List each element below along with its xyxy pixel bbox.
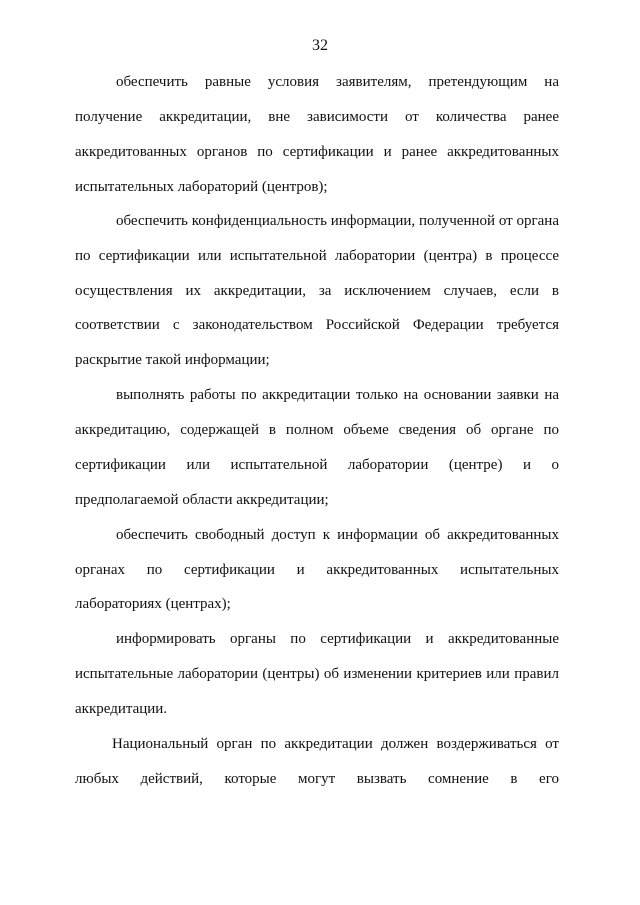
text-line: любых действий, которые могут вызвать сомнение в его xyxy=(75,771,559,787)
text-line: информировать органы по сертификации и аккредитованные xyxy=(116,631,559,647)
text-line: обеспечить равные условия заявителям, претендующим на xyxy=(116,74,559,90)
text-line: аккредитации. xyxy=(75,701,168,717)
text-line: раскрытие такой информации; xyxy=(75,352,270,368)
page-number: 32 xyxy=(312,37,328,54)
text-line: аккредитованных органов по сертификации и ранее аккредитованных xyxy=(75,144,559,160)
text-line: соответствии с законодательством Российской Федерации требуется xyxy=(75,317,559,333)
text-line: испытательных лабораторий (центров); xyxy=(75,179,328,195)
text-line: выполнять работы по аккредитации только на основании заявки на xyxy=(116,387,559,403)
text-line: обеспечить свободный доступ к информации об аккредитованных xyxy=(116,527,559,543)
text-line: предполагаемой области аккредитации; xyxy=(75,492,329,508)
text-line: испытательные лаборатории (центры) об изменении критериев или правил xyxy=(75,666,559,682)
text-line: аккредитацию, содержащей в полном объеме сведения об органе по xyxy=(75,422,559,438)
text-line: сертификации или испытательной лаборатории (центре) и о xyxy=(75,457,559,473)
text-line: обеспечить конфиденциальность информации, полученной от органа xyxy=(116,213,559,229)
text-line: органах по сертификации и аккредитованных испытательных xyxy=(75,562,559,578)
text-line: получение аккредитации, вне зависимости от количества ранее xyxy=(75,109,559,125)
text-line: лабораториях (центрах); xyxy=(75,596,231,612)
text-line: осуществления их аккредитации, за исключением случаев, если в xyxy=(75,283,559,299)
text-line: по сертификации или испытательной лаборатории (центра) в процессе xyxy=(75,248,559,264)
text-line: Национальный орган по аккредитации должен воздерживаться от xyxy=(112,736,559,752)
